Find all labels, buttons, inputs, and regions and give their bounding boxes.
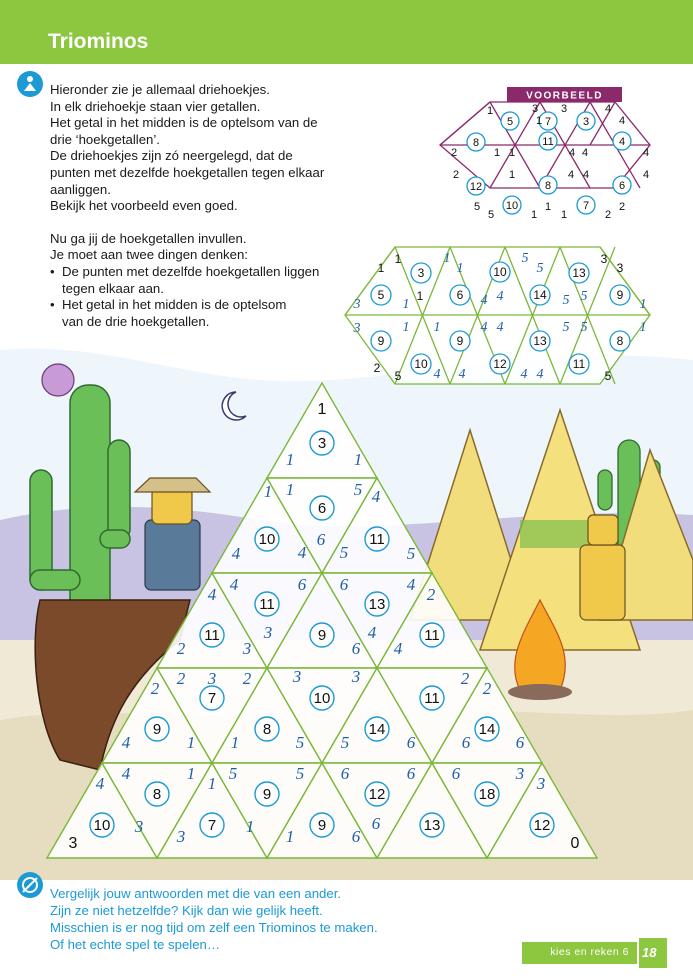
page-number-box	[639, 938, 667, 968]
example-corner-value: 2	[450, 147, 458, 159]
hexagon-written-corner: 4	[520, 367, 528, 382]
pyramid-written-corner: 4	[371, 487, 381, 506]
pyramid-written-corner: 4	[121, 733, 131, 752]
example-center-value: 8	[544, 180, 552, 192]
pyramid-center-value: 12	[368, 786, 386, 803]
pyramid-written-corner: 4	[393, 639, 403, 658]
example-corner-value: 4	[567, 169, 575, 181]
hexagon-written-corner: 4	[480, 320, 488, 335]
pyramid-written-corner: 1	[186, 764, 196, 783]
hexagon-printed-corner: 5	[604, 369, 612, 383]
example-corner-value: 4	[581, 147, 589, 159]
closing-line: Of het echte spel te spelen…	[50, 937, 221, 952]
pyramid-center-value: 8	[262, 721, 272, 738]
task-line: Nu ga jij de hoekgetallen invullen.	[50, 230, 247, 246]
pyramid-center-value: 3	[317, 435, 327, 452]
example-corner-value: 3	[531, 103, 539, 115]
pyramid-center-value: 11	[204, 627, 220, 644]
pyramid-written-corner: 6	[351, 827, 361, 846]
pyramid-written-corner: 6	[515, 733, 525, 752]
pyramid-written-corner: 4	[406, 575, 416, 594]
hexagon-exercise	[345, 247, 650, 384]
hexagon-center-value: 14	[533, 288, 547, 302]
example-triominos	[440, 87, 650, 221]
hexagon-written-corner: 1	[443, 251, 451, 266]
pyramid-written-corner: 1	[263, 482, 273, 501]
compare-icon	[17, 872, 43, 898]
pyramid-center-value: 11	[424, 627, 440, 644]
pyramid-center-value: 10	[93, 817, 111, 834]
pyramid-written-corner: 1	[245, 817, 255, 836]
example-center-value: 11	[542, 136, 554, 148]
pyramid-written-corner: 2	[242, 669, 252, 688]
pyramid-written-corner: 2	[482, 679, 492, 698]
pyramid-center-value: 13	[423, 817, 441, 834]
example-corner-value: 1	[535, 115, 543, 127]
hexagon-center-value: 9	[456, 334, 464, 348]
pyramid-center-value: 10	[313, 690, 331, 707]
pyramid-written-corner: 1	[186, 733, 196, 752]
pyramid-written-corner: 4	[121, 764, 131, 783]
pyramid-center-value: 14	[478, 721, 496, 738]
pyramid-written-corner: 5	[353, 480, 363, 499]
pyramid-center-value: 18	[478, 786, 496, 803]
example-corner-value: 3	[560, 103, 568, 115]
intro-line: punten met dezelfde hoekgetallen tegen elkaar	[50, 164, 325, 180]
pyramid-written-corner: 2	[150, 679, 160, 698]
pyramid-center-value: 13	[368, 596, 386, 613]
example-corner-value: 4	[582, 169, 590, 181]
hexagon-center-value: 10	[414, 357, 428, 371]
pyramid-written-corner: 3	[292, 667, 302, 686]
pyramid-written-corner: 6	[451, 764, 461, 783]
example-center-value: 5	[506, 116, 514, 128]
example-corner-value: 4	[642, 147, 650, 159]
example-corner-value: 5	[487, 209, 495, 221]
pyramid-center-value: 9	[152, 721, 162, 738]
hexagon-printed-corner: 1	[416, 289, 424, 303]
closing-line: Vergelijk jouw antwoorden met die van een ander.	[50, 886, 342, 901]
hexagon-written-corner: 3	[353, 297, 361, 312]
hexagon-center-value: 3	[417, 266, 425, 280]
pyramid-written-corner: 3	[263, 623, 273, 642]
example-label: VOORBEELD	[526, 90, 603, 102]
pyramid-written-corner: 6	[297, 575, 307, 594]
intro-line: drie ‘hoekgetallen’.	[50, 131, 160, 147]
pyramid-written-corner: 1	[285, 450, 295, 469]
example-corner-value: 1	[530, 209, 538, 221]
example-center-value: 7	[582, 200, 590, 212]
closing-line: Misschien is er nog tijd om zelf een Triominos te maken.	[50, 920, 378, 935]
hexagon-written-corner: 4	[496, 320, 504, 335]
example-center-value: 12	[469, 181, 483, 193]
pyramid-written-corner: 3	[515, 764, 525, 783]
intro-line: Het getal in het midden is de optelsom van de	[50, 115, 318, 131]
hexagon-written-corner: 1	[456, 261, 464, 276]
pyramid-center-value: 12	[533, 817, 551, 834]
pyramid-written-corner: 4	[229, 575, 239, 594]
hexagon-written-corner: 1	[639, 297, 647, 312]
hexagon-printed-corner: 3	[600, 252, 608, 266]
hexagon-center-value: 10	[493, 265, 507, 279]
page-title: Triominos	[48, 30, 149, 53]
pyramid-written-corner: 4	[367, 623, 377, 642]
pyramid-written-corner: 1	[207, 774, 217, 793]
hexagon-written-corner: 5	[580, 289, 588, 304]
example-corner-value: 2	[452, 169, 460, 181]
example-corner-value: 4	[642, 169, 650, 181]
pyramid-written-corner: 6	[406, 733, 416, 752]
hexagon-center-value: 12	[493, 357, 507, 371]
pyramid-written-corner: 1	[285, 827, 295, 846]
hexagon-written-corner: 5	[521, 251, 529, 266]
pyramid-written-corner: 5	[339, 543, 349, 562]
hexagon-written-corner: 4	[536, 367, 544, 382]
pyramid-written-corner: 2	[426, 585, 436, 604]
pyramid-written-corner: 4	[95, 774, 105, 793]
hexagon-center-value: 13	[572, 266, 586, 280]
pyramid-written-corner: 2	[176, 639, 186, 658]
pyramid-written-corner: 3	[134, 817, 144, 836]
pyramid-center-value: 11	[259, 596, 275, 613]
example-corner-value: 1	[486, 105, 494, 117]
hexagon-written-corner: 3	[353, 321, 361, 336]
pyramid-printed-corner: 3	[68, 835, 78, 852]
pyramid-written-corner: 5	[406, 544, 416, 563]
intro-line: Hieronder zie je allemaal driehoekjes.	[50, 82, 270, 97]
hexagon-written-corner: 5	[562, 320, 570, 335]
pyramid-center-value: 10	[258, 531, 276, 548]
pyramid-printed-corner: 0	[570, 835, 580, 852]
rule-item: • Het getal in het midden is de optelsom van de drie hoekgetallen.	[62, 297, 350, 330]
hexagon-written-corner: 1	[639, 320, 647, 335]
task-line: Je moet aan twee dingen denken:	[50, 247, 248, 263]
hexagon-written-corner: 5	[562, 293, 570, 308]
intro-line: De driehoekjes zijn zó neergelegd, dat de	[50, 148, 293, 164]
intro-line: Bekijk het voorbeeld even goed.	[50, 198, 238, 214]
hexagon-center-value: 8	[616, 334, 624, 348]
example-corner-value: 4	[568, 147, 576, 159]
pyramid-written-corner: 3	[176, 827, 186, 846]
intro-line: aanliggen.	[50, 181, 111, 197]
pyramid-center-value: 7	[207, 817, 217, 834]
pyramid-written-corner: 3	[536, 774, 546, 793]
pyramid-written-corner: 2	[460, 669, 470, 688]
rule-item: • De punten met dezelfde hoekgetallen liggen tegen elkaar aan.	[62, 264, 350, 297]
hexagon-center-value: 6	[456, 288, 464, 302]
pyramid-center-value: 11	[424, 690, 440, 707]
pyramid-written-corner: 6	[406, 764, 416, 783]
example-corner-value: 2	[604, 209, 612, 221]
hexagon-written-corner: 4	[496, 289, 504, 304]
pyramid-written-corner: 6	[316, 530, 326, 549]
hexagon-center-value: 5	[377, 288, 385, 302]
pyramid-written-corner: 5	[228, 764, 238, 783]
pyramid-written-corner: 5	[295, 733, 305, 752]
hexagon-printed-corner: 2	[373, 361, 381, 375]
pyramid-written-corner: 6	[351, 639, 361, 658]
hexagon-written-corner: 5	[536, 261, 544, 276]
hexagon-written-corner: 4	[480, 293, 488, 308]
pyramid-written-corner: 4	[297, 543, 307, 562]
hexagon-center-value: 9	[377, 334, 385, 348]
example-corner-value: 1	[544, 201, 552, 213]
example-center-value: 6	[618, 180, 626, 192]
hexagon-written-corner: 1	[402, 320, 410, 335]
example-corner-value: 2	[618, 201, 626, 213]
intro-line: In elk driehoekje staan vier getallen.	[50, 98, 261, 114]
pyramid-center-value: 8	[152, 786, 162, 803]
pyramid-center-value: 14	[368, 721, 386, 738]
book-title-bar	[522, 942, 637, 964]
hexagon-printed-corner: 3	[616, 261, 624, 275]
pyramid-center-value: 7	[207, 690, 217, 707]
pyramid-written-corner: 4	[231, 544, 241, 563]
example-corner-value: 5	[473, 201, 481, 213]
hexagon-written-corner: 4	[458, 367, 466, 382]
example-center-value: 7	[544, 116, 552, 128]
example-corner-value: 1	[560, 209, 568, 221]
example-corner-value: 1	[508, 147, 516, 159]
pyramid-written-corner: 3	[242, 639, 252, 658]
closing-text	[50, 885, 450, 953]
example-center-value: 3	[582, 116, 590, 128]
example-center-value: 4	[618, 136, 626, 148]
pyramid-written-corner: 6	[371, 814, 381, 833]
hexagon-written-corner: 1	[402, 297, 410, 312]
hexagon-printed-corner: 1	[377, 261, 385, 275]
pyramid-written-corner: 4	[207, 585, 217, 604]
pyramid-center-value: 9	[317, 817, 327, 834]
example-center-value: 10	[505, 200, 519, 212]
example-corner-value: 1	[508, 169, 516, 181]
hexagon-center-value: 13	[533, 334, 547, 348]
hexagon-printed-corner: 5	[394, 369, 402, 383]
pyramid-center-value: 11	[369, 531, 385, 548]
hexagon-center-value: 9	[616, 288, 624, 302]
hexagon-center-value: 11	[572, 357, 586, 371]
hexagon-printed-corner: 1	[394, 252, 402, 266]
hexagon-written-corner: 5	[580, 320, 588, 335]
closing-line: Zijn ze niet hetzelfde? Kijk dan wie gelijk heeft.	[50, 903, 323, 918]
example-corner-value: 1	[493, 147, 501, 159]
book-title: kies en reken 6	[550, 946, 629, 958]
pyramid-written-corner: 3	[207, 669, 217, 688]
pyramid-printed-corner: 1	[317, 401, 327, 418]
pyramid-written-corner: 3	[351, 667, 361, 686]
pyramid-written-corner: 1	[285, 480, 295, 499]
pyramid-written-corner: 1	[353, 450, 363, 469]
example-center-value: 8	[472, 137, 480, 149]
example-corner-value: 4	[604, 103, 612, 115]
pyramid-written-corner: 6	[461, 733, 471, 752]
pyramid-written-corner: 5	[295, 764, 305, 783]
hexagon-written-corner: 4	[433, 367, 441, 382]
pyramid-center-value: 9	[262, 786, 272, 803]
pyramid-written-corner: 1	[230, 733, 240, 752]
pyramid-written-corner: 6	[340, 764, 350, 783]
example-corner-value: 4	[618, 115, 626, 127]
pyramid-center-value: 6	[317, 500, 327, 517]
pyramid-written-corner: 5	[340, 733, 350, 752]
page-number: 18	[642, 945, 657, 960]
hexagon-written-corner: 1	[433, 320, 441, 335]
pyramid-written-corner: 6	[339, 575, 349, 594]
pyramid-written-corner: 2	[176, 669, 186, 688]
pyramid-center-value: 9	[317, 627, 327, 644]
